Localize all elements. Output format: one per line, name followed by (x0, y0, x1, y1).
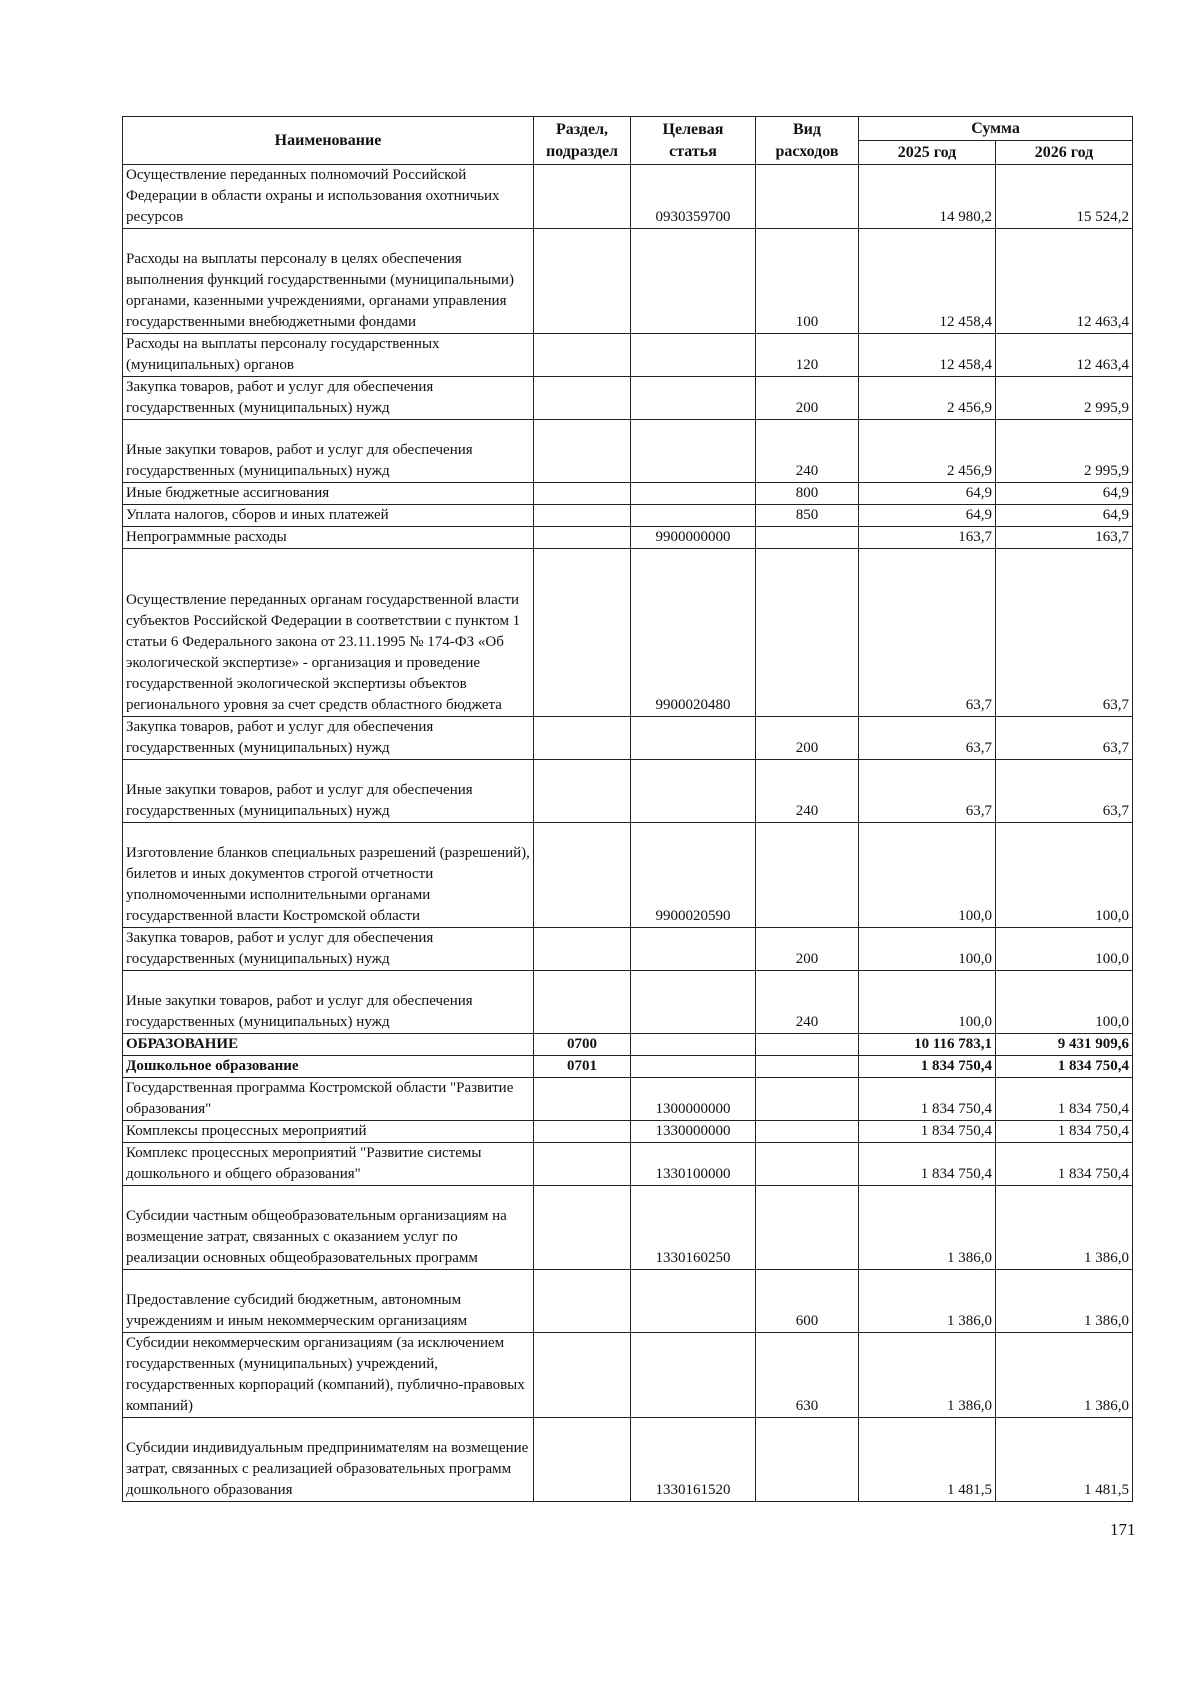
row-kind-cell (756, 527, 859, 549)
table-row (123, 1056, 1133, 1078)
row-name-cell: Уплата налогов, сборов и иных платежей (123, 505, 534, 527)
table-row (123, 334, 1133, 377)
row-kind-cell: 600 (756, 1270, 859, 1333)
row-kind-cell: 240 (756, 420, 859, 483)
row-article-cell (631, 334, 756, 377)
header-article-line2: статья (669, 142, 717, 160)
row-kind-cell: 630 (756, 1333, 859, 1418)
row-sum-2026-cell: 63,7 (996, 717, 1133, 760)
table-row (123, 928, 1133, 971)
row-article-cell: 9900020480 (631, 549, 756, 717)
row-sum-2025-cell: 63,7 (859, 549, 996, 717)
row-kind-cell (756, 1121, 859, 1143)
row-kind-cell: 200 (756, 717, 859, 760)
row-name-cell: Дошкольное образование (123, 1056, 534, 1078)
row-section-cell: 0701 (534, 1056, 631, 1078)
row-sum-2025-cell: 63,7 (859, 760, 996, 823)
row-name-cell: Предоставление субсидий бюджетным, автономным учреждениям и иным некоммерческим организациям (123, 1270, 534, 1333)
row-article-cell: 1300000000 (631, 1078, 756, 1121)
row-name-cell: Субсидии некоммерческим организациям (за исключением государственных (муниципальных) учреждений, государственных корпораций (компаний), публично-правовых компаний) (123, 1333, 534, 1418)
header-kind-line1: Вид (793, 120, 821, 138)
row-section-cell (534, 760, 631, 823)
row-sum-2025-cell: 1 386,0 (859, 1270, 996, 1333)
row-name-cell: Изготовление бланков специальных разрешений (разрешений), билетов и иных документов строгой отчетности уполномоченными исполнительными органами государственной власти Костромской области (123, 823, 534, 928)
row-name-cell: Комплексы процессных мероприятий (123, 1121, 534, 1143)
row-section-cell (534, 165, 631, 229)
row-sum-2026-cell: 12 463,4 (996, 334, 1133, 377)
row-sum-2026-cell: 1 481,5 (996, 1418, 1133, 1502)
row-sum-2025-cell: 100,0 (859, 823, 996, 928)
row-name-cell: ОБРАЗОВАНИЕ (123, 1034, 534, 1056)
table-row (123, 229, 1133, 334)
header-article-line1: Целевая (662, 120, 724, 138)
table-row (123, 1078, 1133, 1121)
row-sum-2026-cell: 163,7 (996, 527, 1133, 549)
row-section-cell (534, 1418, 631, 1502)
header-section (534, 117, 631, 165)
row-sum-2025-cell: 1 386,0 (859, 1186, 996, 1270)
row-sum-2025-cell: 1 834 750,4 (859, 1143, 996, 1186)
row-sum-2026-cell: 100,0 (996, 971, 1133, 1034)
row-kind-cell (756, 549, 859, 717)
table-row (123, 527, 1133, 549)
row-sum-2026-cell: 100,0 (996, 823, 1133, 928)
row-sum-2026-cell: 2 995,9 (996, 420, 1133, 483)
row-sum-2026-cell: 2 995,9 (996, 377, 1133, 420)
row-kind-cell: 120 (756, 334, 859, 377)
row-name-cell: Иные закупки товаров, работ и услуг для обеспечения государственных (муниципальных) нужд (123, 420, 534, 483)
row-section-cell (534, 420, 631, 483)
header-kind-line2: расходов (775, 142, 839, 160)
row-section-cell (534, 971, 631, 1034)
row-article-cell (631, 971, 756, 1034)
row-section-cell (534, 1333, 631, 1418)
row-sum-2025-cell: 14 980,2 (859, 165, 996, 229)
row-article-cell (631, 505, 756, 527)
row-section-cell (534, 823, 631, 928)
row-article-cell: 9900020590 (631, 823, 756, 928)
row-section-cell (534, 1186, 631, 1270)
row-kind-cell (756, 823, 859, 928)
row-sum-2026-cell: 1 834 750,4 (996, 1121, 1133, 1143)
header-year-2026: 2026 год (996, 141, 1133, 165)
row-name-cell: Субсидии индивидуальным предпринимателям на возмещение затрат, связанных с реализацией образовательных программ дошкольного образования (123, 1418, 534, 1502)
row-section-cell (534, 377, 631, 420)
row-sum-2025-cell: 1 386,0 (859, 1333, 996, 1418)
row-sum-2026-cell: 64,9 (996, 505, 1133, 527)
row-sum-2025-cell: 64,9 (859, 483, 996, 505)
row-name-cell: Иные закупки товаров, работ и услуг для обеспечения государственных (муниципальных) нужд (123, 971, 534, 1034)
row-sum-2025-cell: 12 458,4 (859, 229, 996, 334)
row-name-cell: Расходы на выплаты персоналу государственных (муниципальных) органов (123, 334, 534, 377)
row-kind-cell (756, 1418, 859, 1502)
row-name-cell: Субсидии частным общеобразовательным организациям на возмещение затрат, связанных с оказанием услуг по реализации основных общеобразовательных программ (123, 1186, 534, 1270)
row-name-cell: Закупка товаров, работ и услуг для обеспечения государственных (муниципальных) нужд (123, 928, 534, 971)
row-article-cell (631, 483, 756, 505)
table-row (123, 1143, 1133, 1186)
row-sum-2025-cell: 1 834 750,4 (859, 1078, 996, 1121)
row-kind-cell (756, 1186, 859, 1270)
table-row (123, 483, 1133, 505)
table-row (123, 505, 1133, 527)
row-sum-2025-cell: 163,7 (859, 527, 996, 549)
row-sum-2026-cell: 1 386,0 (996, 1333, 1133, 1418)
row-sum-2026-cell: 1 386,0 (996, 1186, 1133, 1270)
row-sum-2025-cell: 1 834 750,4 (859, 1121, 996, 1143)
row-kind-cell (756, 1078, 859, 1121)
row-section-cell (534, 1270, 631, 1333)
row-article-cell (631, 1270, 756, 1333)
row-name-cell: Осуществление переданных полномочий Российской Федерации в области охраны и использования охотничьих ресурсов (123, 165, 534, 229)
table-row (123, 971, 1133, 1034)
row-section-cell (534, 334, 631, 377)
row-kind-cell (756, 165, 859, 229)
table-row (123, 1333, 1133, 1418)
row-section-cell: 0700 (534, 1034, 631, 1056)
row-sum-2025-cell: 12 458,4 (859, 334, 996, 377)
table-row (123, 1186, 1133, 1270)
row-name-cell: Непрограммные расходы (123, 527, 534, 549)
table-row (123, 760, 1133, 823)
row-section-cell (534, 1078, 631, 1121)
row-article-cell (631, 760, 756, 823)
table-row (123, 1418, 1133, 1502)
row-sum-2025-cell: 63,7 (859, 717, 996, 760)
table-row (123, 717, 1133, 760)
row-article-cell (631, 717, 756, 760)
row-kind-cell: 240 (756, 971, 859, 1034)
row-name-cell: Закупка товаров, работ и услуг для обеспечения государственных (муниципальных) нужд (123, 717, 534, 760)
row-kind-cell: 850 (756, 505, 859, 527)
row-sum-2025-cell: 1 481,5 (859, 1418, 996, 1502)
header-section-line2: подраздел (545, 142, 619, 160)
header-article (631, 117, 756, 165)
row-name-cell: Осуществление переданных органам государственной власти субъектов Российской Федерации в соответствии с пунктом 1 статьи 6 Федерального закона от 23.11.1995 № 174-ФЗ «Об экологической экспертизе» - организация и проведение государственной экологической экспертизы объектов регионального уровня за счет средств областного бюджета (123, 549, 534, 717)
row-article-cell (631, 1056, 756, 1078)
budget-table (122, 116, 1133, 1502)
row-sum-2026-cell: 63,7 (996, 549, 1133, 717)
row-name-cell: Комплекс процессных мероприятий "Развитие системы дошкольного и общего образования" (123, 1143, 534, 1186)
table-row (123, 823, 1133, 928)
row-sum-2026-cell: 63,7 (996, 760, 1133, 823)
row-name-cell: Государственная программа Костромской области "Развитие образования" (123, 1078, 534, 1121)
table-body (123, 165, 1133, 1502)
row-section-cell (534, 1143, 631, 1186)
row-kind-cell (756, 1056, 859, 1078)
row-kind-cell: 200 (756, 377, 859, 420)
table-row (123, 1034, 1133, 1056)
row-sum-2026-cell: 64,9 (996, 483, 1133, 505)
header-section-line1: Раздел, (555, 120, 609, 138)
row-kind-cell (756, 1143, 859, 1186)
row-article-cell (631, 1034, 756, 1056)
row-section-cell (534, 229, 631, 334)
row-section-cell (534, 549, 631, 717)
row-section-cell (534, 1121, 631, 1143)
table-row (123, 420, 1133, 483)
row-section-cell (534, 505, 631, 527)
row-sum-2025-cell: 10 116 783,1 (859, 1034, 996, 1056)
row-sum-2026-cell: 15 524,2 (996, 165, 1133, 229)
header-name: Наименование (123, 117, 534, 165)
table-row (123, 377, 1133, 420)
row-article-cell: 1330000000 (631, 1121, 756, 1143)
row-sum-2025-cell: 2 456,9 (859, 377, 996, 420)
row-kind-cell: 200 (756, 928, 859, 971)
row-article-cell (631, 229, 756, 334)
row-sum-2025-cell: 1 834 750,4 (859, 1056, 996, 1078)
row-section-cell (534, 483, 631, 505)
row-article-cell: 9900000000 (631, 527, 756, 549)
row-sum-2025-cell: 100,0 (859, 928, 996, 971)
row-sum-2026-cell: 1 834 750,4 (996, 1078, 1133, 1121)
row-sum-2026-cell: 1 834 750,4 (996, 1056, 1133, 1078)
row-section-cell (534, 717, 631, 760)
row-sum-2025-cell: 2 456,9 (859, 420, 996, 483)
row-section-cell (534, 928, 631, 971)
row-article-cell (631, 1333, 756, 1418)
row-sum-2026-cell: 100,0 (996, 928, 1133, 971)
row-sum-2026-cell: 12 463,4 (996, 229, 1133, 334)
header-year-2025: 2025 год (859, 141, 996, 165)
row-name-cell: Закупка товаров, работ и услуг для обеспечения государственных (муниципальных) нужд (123, 377, 534, 420)
row-article-cell (631, 420, 756, 483)
row-article-cell: 0930359700 (631, 165, 756, 229)
row-kind-cell: 800 (756, 483, 859, 505)
row-sum-2025-cell: 100,0 (859, 971, 996, 1034)
row-sum-2026-cell: 1 386,0 (996, 1270, 1133, 1333)
table-row (123, 1270, 1133, 1333)
table-row (123, 1121, 1133, 1143)
table-row (123, 165, 1133, 229)
row-sum-2025-cell: 64,9 (859, 505, 996, 527)
row-name-cell: Иные бюджетные ассигнования (123, 483, 534, 505)
row-article-cell: 1330100000 (631, 1143, 756, 1186)
row-name-cell: Расходы на выплаты персоналу в целях обеспечения выполнения функций государственными (муниципальными) органами, казенными учреждениями, органами управления государственными внебюджетными фондами (123, 229, 534, 334)
row-kind-cell: 100 (756, 229, 859, 334)
row-article-cell: 1330161520 (631, 1418, 756, 1502)
page-number: 171 (1110, 1520, 1136, 1539)
table-row (123, 549, 1133, 717)
row-article-cell (631, 377, 756, 420)
header-sum: Сумма (859, 117, 1133, 141)
header-kind (756, 117, 859, 165)
row-article-cell (631, 928, 756, 971)
row-kind-cell (756, 1034, 859, 1056)
row-section-cell (534, 527, 631, 549)
table-header (123, 117, 1133, 165)
row-sum-2026-cell: 1 834 750,4 (996, 1143, 1133, 1186)
row-name-cell: Иные закупки товаров, работ и услуг для обеспечения государственных (муниципальных) нужд (123, 760, 534, 823)
row-article-cell: 1330160250 (631, 1186, 756, 1270)
row-kind-cell: 240 (756, 760, 859, 823)
row-sum-2026-cell: 9 431 909,6 (996, 1034, 1133, 1056)
